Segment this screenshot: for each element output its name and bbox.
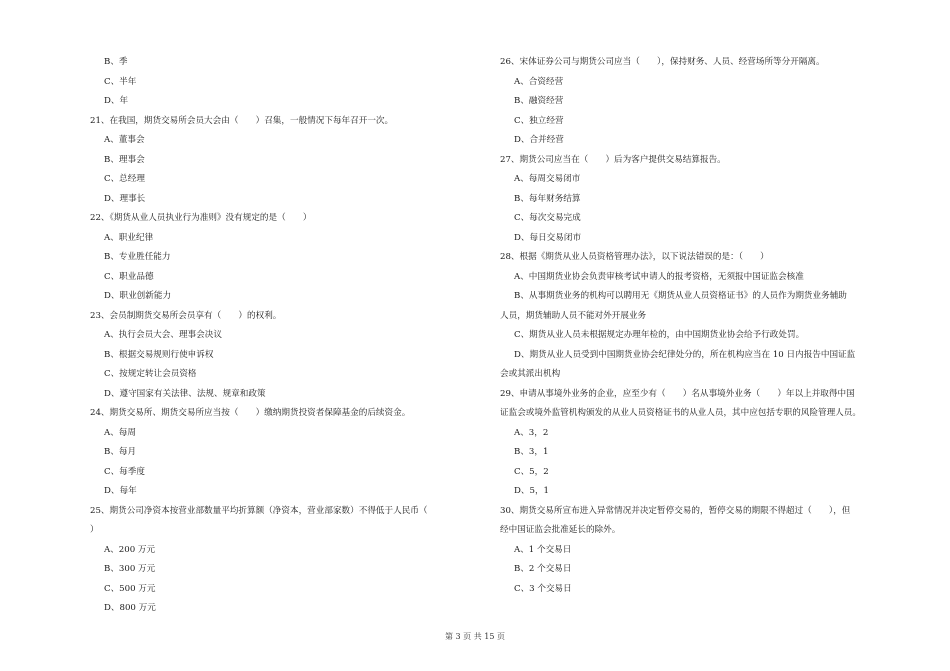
answer-option: C、3 个交易日	[514, 583, 572, 594]
answer-option: D、每日交易闭市	[514, 232, 582, 243]
answer-option: A、200 万元	[104, 544, 156, 555]
answer-option: D、遵守国家有关法律、法规、规章和政策	[104, 388, 266, 399]
question-stem: 26、宋体证券公司与期货公司应当（ ），保持财务、人员、经营场所等分开隔离。	[500, 57, 825, 67]
right-column	[500, 53, 902, 599]
question-stem: 29、申请从事境外业务的企业，应至少有（ ）名从事境外业务（ ）年以上并取得中国	[500, 388, 855, 399]
answer-option: A、3，2	[514, 427, 549, 438]
answer-option: B、融资经营	[514, 96, 564, 106]
answer-option: D、理事长	[104, 193, 146, 204]
answer-option: B、3，1	[514, 447, 549, 457]
answer-option: C、每次交易完成	[514, 213, 581, 223]
answer-option: B、季	[104, 57, 128, 67]
answer-option: D、5，1	[514, 486, 550, 496]
answer-option: A、董事会	[104, 135, 145, 145]
left-column	[90, 53, 490, 619]
answer-option: B、2 个交易日	[514, 564, 572, 574]
answer-option: C、每季度	[104, 466, 145, 477]
answer-option: B、专业胜任能力	[104, 252, 171, 262]
answer-option: C、按规定转让会员资格	[104, 369, 197, 379]
answer-option: D、800 万元	[104, 603, 156, 613]
question-continuation: 会或其派出机构	[500, 369, 561, 379]
answer-option: C、职业品德	[104, 271, 154, 282]
answer-option: D、合并经营	[514, 135, 564, 145]
question-stem: 23、会员制期货交易所会员享有（ ）的权利。	[90, 310, 282, 321]
answer-option: A、合资经营	[514, 76, 564, 87]
answer-option: C、期货从业人员未根据规定办理年检的，由中国期货业协会给予行政处罚。	[514, 330, 805, 340]
answer-option: B、300 万元	[104, 564, 156, 574]
question-stem: 24、期货交易所、期货交易所应当按（ ）缴纳期货投资者保障基金的后续资金。	[90, 408, 411, 418]
answer-option: A、每周	[104, 427, 136, 438]
question-continuation: 经中国证监会批准延长的除外。	[500, 525, 621, 535]
question-continuation: ）	[90, 525, 99, 535]
answer-option: B、每年财务结算	[514, 193, 581, 204]
question-stem: 27、期货公司应当在（ ）后为客户提供交易结算报告。	[500, 154, 726, 165]
answer-option: D、职业创新能力	[104, 291, 172, 301]
answer-option: A、每周交易闭市	[514, 174, 581, 184]
answer-option: A、1 个交易日	[514, 544, 572, 555]
question-stem: 25、期货公司净资本按营业部数量平均折算额（净资本，营业部家数）不得低于人民币（	[90, 505, 428, 516]
answer-option: C、半年	[104, 76, 137, 87]
question-stem: 30、期货交易所宣布进入异常情况并决定暂停交易的，暂停交易的期限不得超过（ ），但	[500, 505, 851, 516]
answer-option: D、期货从业人员受到中国期货业协会纪律处分的，所在机构应当在 10 日内报告中国证监	[514, 349, 856, 360]
answer-option: C、5，2	[514, 466, 549, 477]
page-footer: 第 3 页 共 15 页	[445, 632, 505, 641]
answer-option: C、500 万元	[104, 583, 156, 594]
answer-option: C、总经理	[104, 174, 145, 184]
question-continuation: 人员，期货辅助人员不能对外开展业务	[500, 310, 647, 321]
answer-option: C、独立经营	[514, 115, 564, 126]
question-stem: 22、《期货从业人员执业行为准则》没有规定的是（ ）	[90, 213, 312, 223]
question-stem: 21、在我国，期货交易所会员大会由（ ）召集，一般情况下每年召开一次。	[90, 115, 394, 126]
question-continuation: 证监会或境外监管机构颁发的从业人员资格证书的从业人员，其中应包括专职的风险管理人员。	[500, 408, 861, 418]
answer-option: B、从事期货业务的机构可以聘用无《期货从业人员资格证书》的人员作为期货业务辅助	[514, 291, 847, 301]
answer-option: A、中国期货业协会负责审核考试申请人的报考资格，无须报中国证监会核准	[514, 271, 804, 282]
answer-option: D、每年	[104, 486, 137, 496]
answer-option: B、每月	[104, 447, 137, 457]
answer-option: A、职业纪律	[104, 232, 154, 243]
answer-option: B、理事会	[104, 154, 145, 165]
answer-option: B、根据交易规则行使申诉权	[104, 349, 214, 360]
answer-option: D、年	[104, 96, 129, 106]
question-stem: 28、根据《期货从业人员资格管理办法》，以下说法错误的是：（ ）	[500, 252, 769, 262]
answer-option: A、执行会员大会、理事会决议	[104, 330, 222, 340]
